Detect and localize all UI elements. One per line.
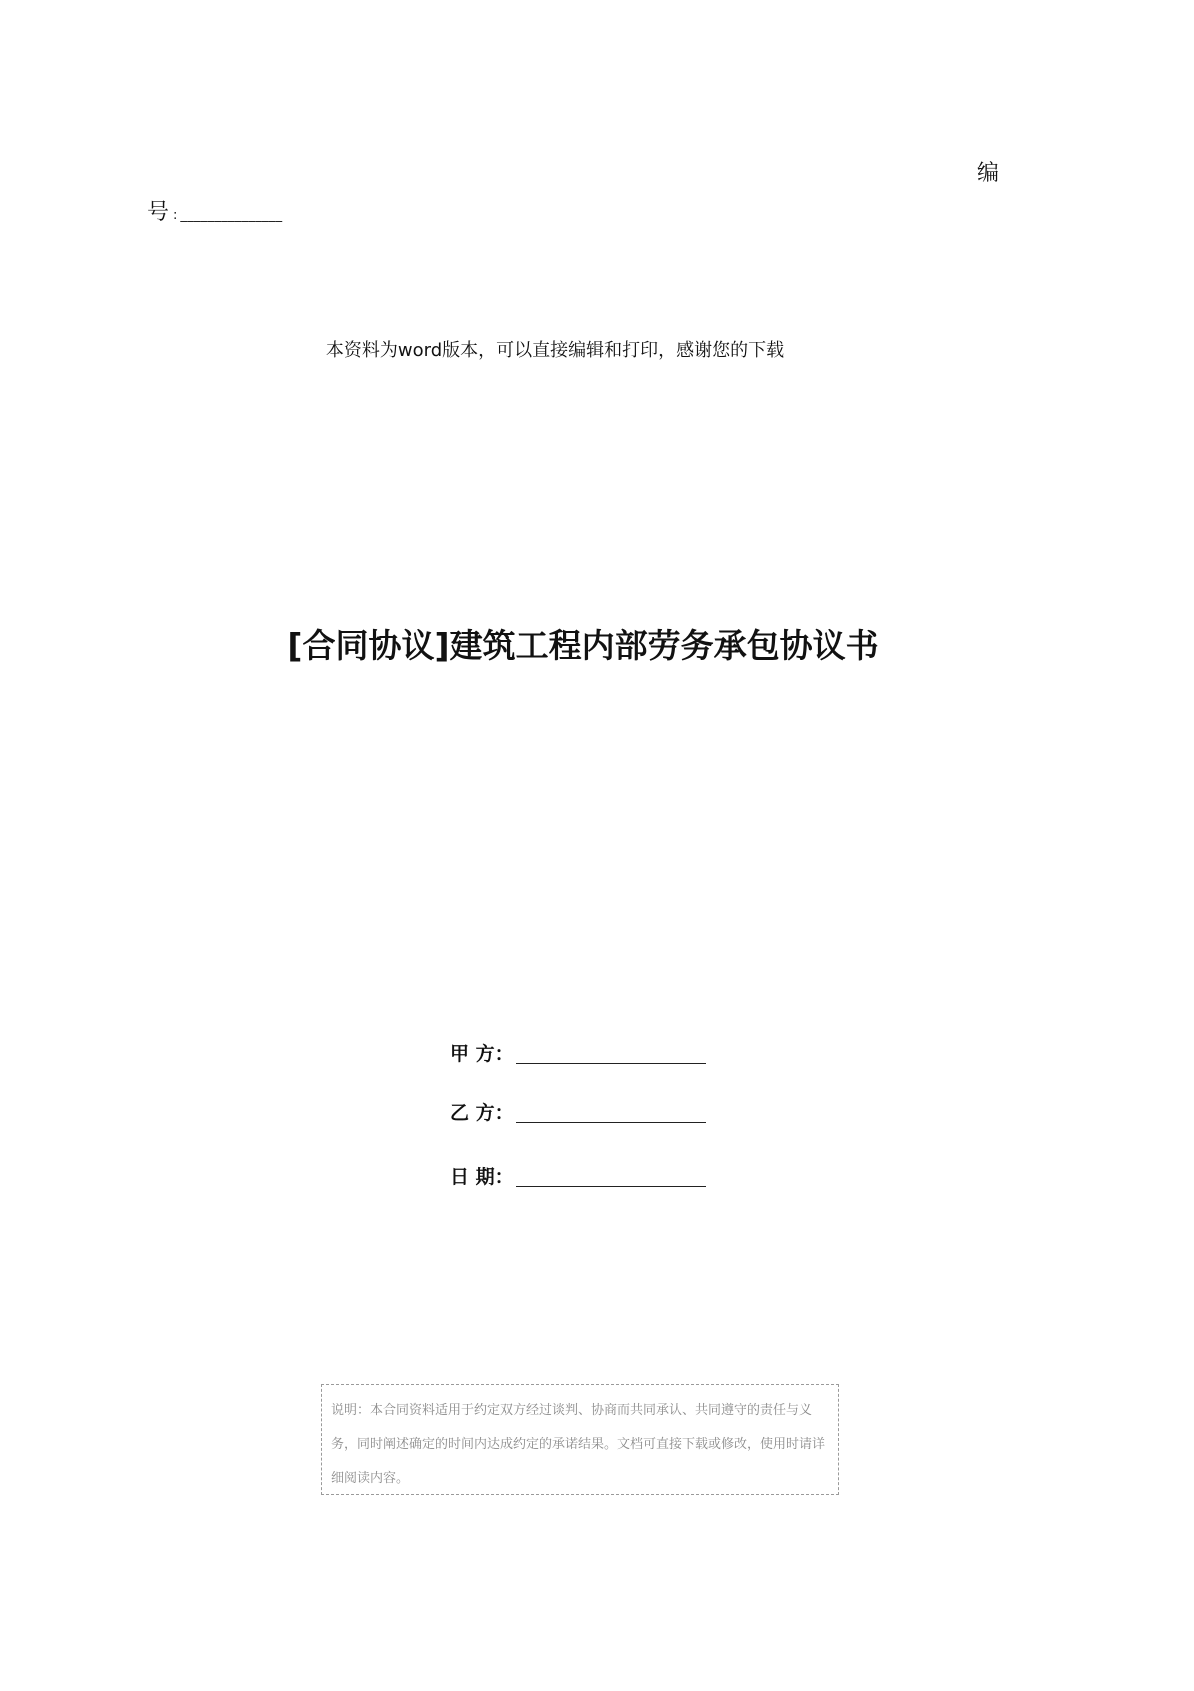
download-notice: 本资料为word版本，可以直接编辑和打印，感谢您的下载 (325, 340, 785, 361)
date-blank-line (516, 1164, 706, 1187)
explanation-note-text: 说明：本合同资料适用于约定双方经过谈判、协商而共同承认、共同遵守的责任与义务，同时阐述确定的时间内达成约定的承诺结果。文档可直接下载或修改，使用时请详细阅读内容。 (331, 1403, 826, 1486)
party-b-label: 乙 方： (450, 1101, 514, 1124)
document-number-line (147, 199, 282, 227)
document-number-colon: : (173, 208, 178, 223)
document-number-label-tail: 号 (147, 200, 170, 225)
document-number-blank: _______________ (180, 208, 283, 223)
date-field (450, 1160, 706, 1190)
explanation-note-box (321, 1384, 839, 1495)
party-a-blank-line (516, 1041, 706, 1064)
party-b-field (450, 1096, 706, 1126)
party-b-blank-line (516, 1100, 706, 1123)
document-title: [合同协议]建筑工程内部劳务承包协议书 (287, 626, 879, 665)
party-a-field (450, 1037, 706, 1067)
party-a-label: 甲 方： (450, 1042, 514, 1065)
date-label: 日 期： (450, 1165, 514, 1188)
document-number-label-head: 编 (977, 161, 1000, 186)
